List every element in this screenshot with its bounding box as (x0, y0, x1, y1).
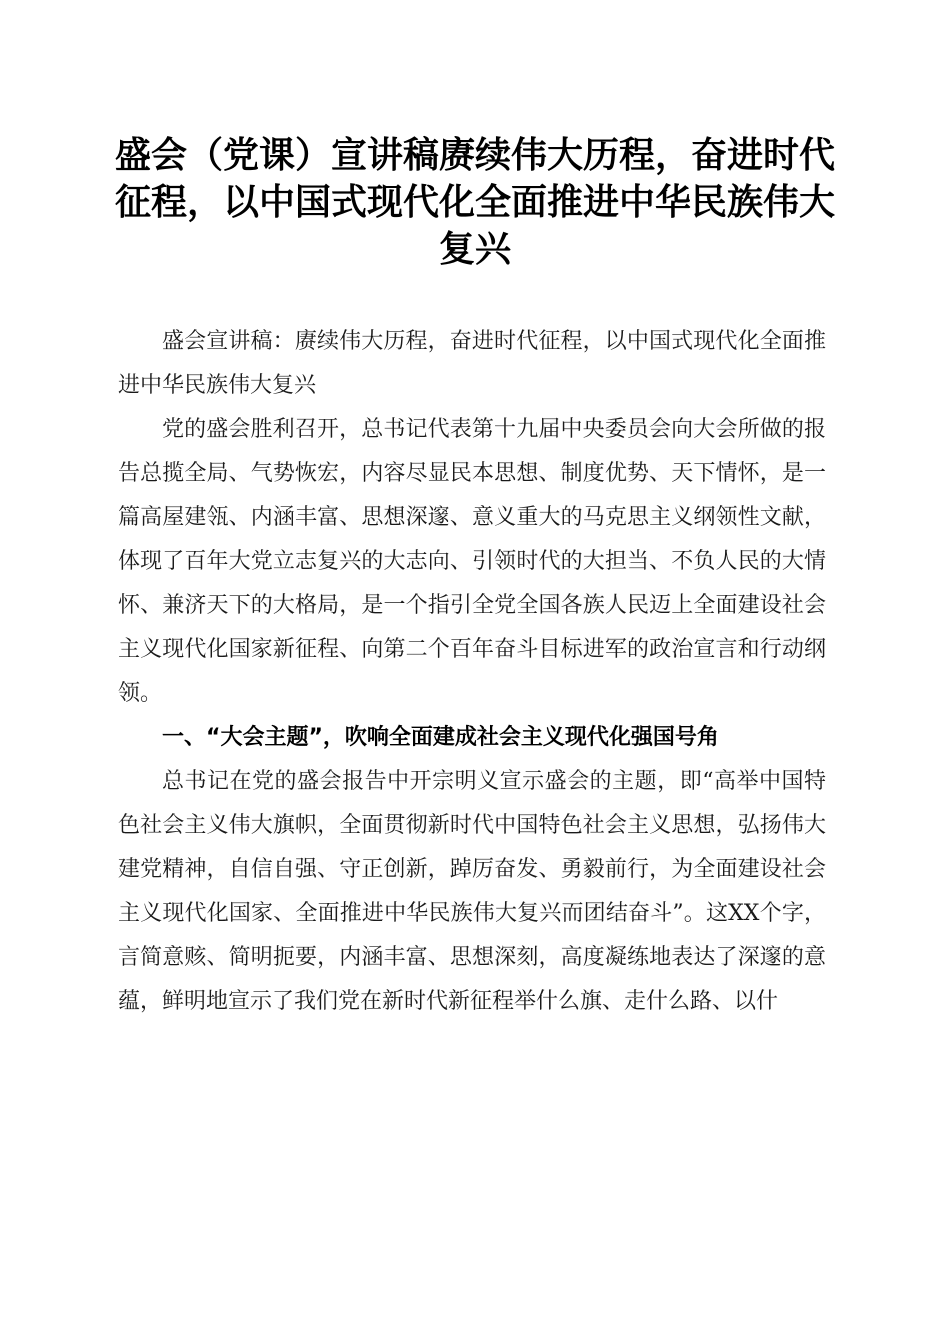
section-paragraph: 总书记在党的盛会报告中开宗明义宣示盛会的主题，即“高举中国特色社会主义伟大旗帜，全面贯彻新时代中国特色社会主义思想，弘扬伟大建党精神，自信自强、守正创新，踔厉奋发、勇毅前行，为全面建设社会主义现代化国家、全面推进中华民族伟大复兴而团结奋斗”。这XX个字，言简意赅、简明扼要，内涵丰富、思想深刻，高度凝练地表达了深邃的意蕴，鲜明地宣示了我们党在新时代新征程举什么旗、走什么路、以什 (118, 769, 826, 1014)
section-heading: 一、“大会主题”，吹响全面建成社会主义现代化强国号角 (162, 725, 719, 750)
subtitle-paragraph: 盛会宣讲稿：赓续伟大历程，奋进时代征程，以中国式现代化全面推进中华民族伟大复兴 (118, 329, 826, 398)
document-body (118, 320, 826, 1024)
document-title: 盛会（党课）宣讲稿赓续伟大历程，奋进时代征程，以中国式现代化全面推进中华民族伟大复兴 (114, 134, 835, 270)
intro-paragraph: 党的盛会胜利召开，总书记代表第十九届中央委员会向大会所做的报告总揽全局、气势恢宏，内容尽显民本思想、制度优势、天下情怀，是一篇高屋建瓴、内涵丰富、思想深邃、意义重大的马克思主义纲领性文献，体现了百年大党立志复兴的大志向、引领时代的大担当、不负人民的大情怀、兼济天下的大格局，是一个指引全党全国各族人民迈上全面建设社会主义现代化国家新征程、向第二个百年奋斗目标进军的政治宣言和行动纲领。 (118, 417, 826, 706)
